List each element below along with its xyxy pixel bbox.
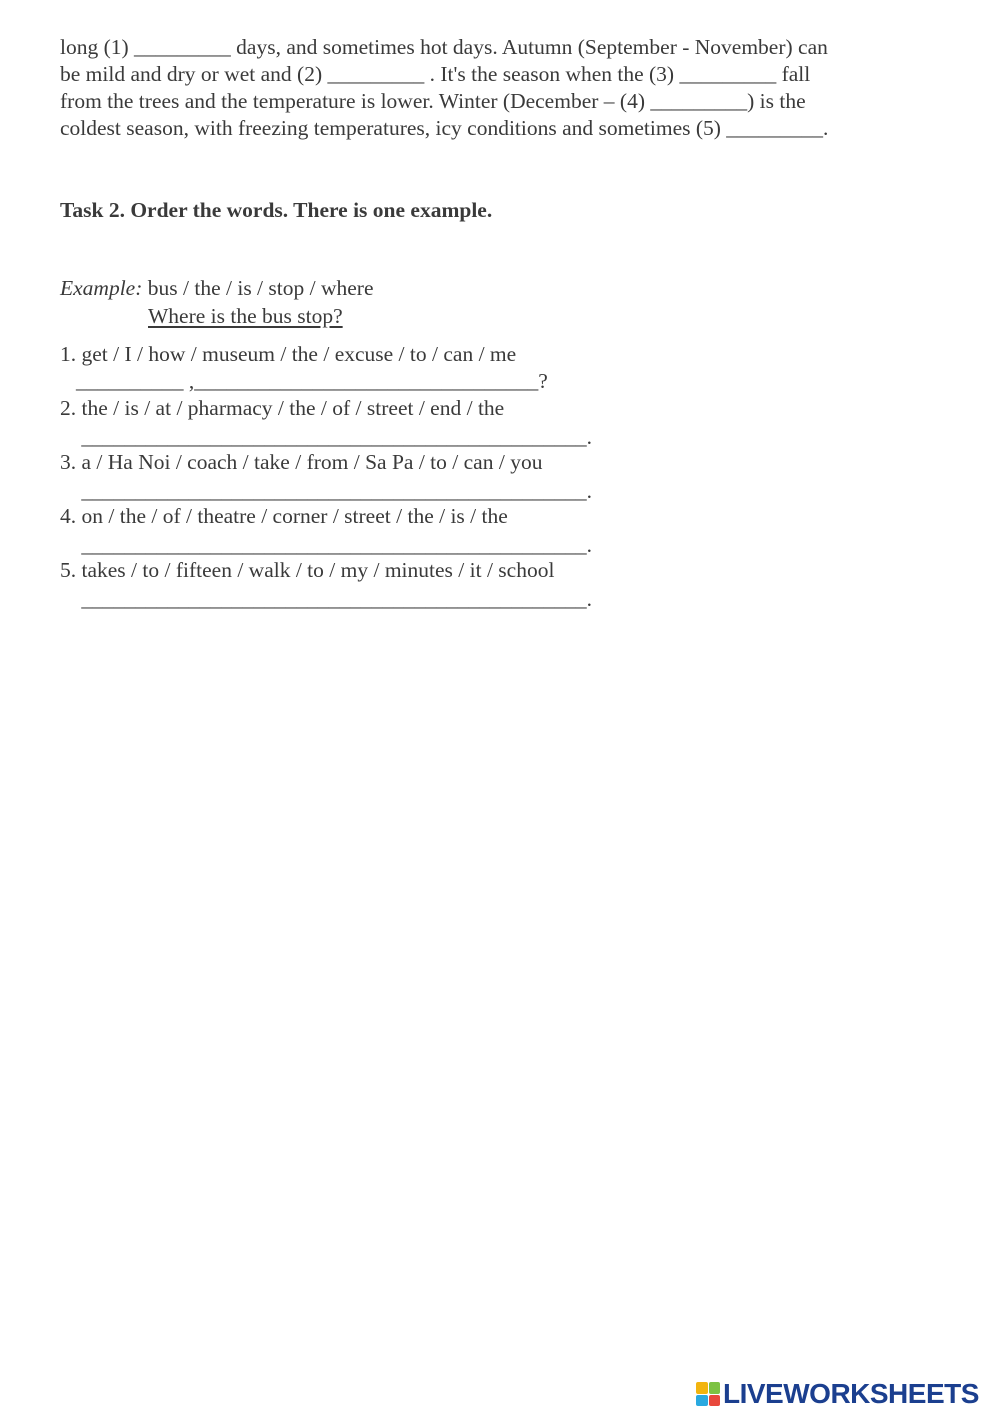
question-5-prompt: 5. takes / to / fifteen / walk / to / my / minutes / it / school [60, 558, 555, 582]
liveworksheets-logo[interactable] [696, 1378, 979, 1410]
paragraph-line: be mild and dry or wet and (2) _________ . It's the season when the (3) _________ fall [60, 62, 811, 86]
question-5-answer-blank[interactable]: _______________________________________________. [76, 587, 592, 611]
logo-mark-cell [709, 1395, 721, 1407]
question-2-prompt: 2. the / is / at / pharmacy / the / of / street / end / the [60, 396, 505, 420]
logo-mark-cell [696, 1382, 708, 1394]
question-2-answer-blank[interactable]: _______________________________________________. [76, 425, 592, 449]
example-answer: Where is the bus stop? [148, 304, 343, 328]
paragraph-line: coldest season, with freezing temperatures, icy conditions and sometimes (5) _________. [60, 116, 829, 140]
question-4-prompt: 4. on / the / of / theatre / corner / street / the / is / the [60, 504, 508, 528]
logo-mark-icon [696, 1382, 720, 1406]
reading-paragraph [60, 34, 960, 142]
question-1-prompt: 1. get / I / how / museum / the / excuse / to / can / me [60, 342, 517, 366]
example-label: Example: [60, 276, 143, 300]
paragraph-line: long (1) _________ days, and sometimes hot days. Autumn (September - November) can [60, 35, 828, 59]
question-3-answer-blank[interactable]: _______________________________________________. [76, 479, 592, 503]
task-2-title: Task 2. Order the words. There is one example. [60, 198, 493, 222]
question-4-answer-blank[interactable]: _______________________________________________. [76, 533, 592, 557]
logo-mark-cell [696, 1395, 708, 1407]
question-3-prompt: 3. a / Ha Noi / coach / take / from / Sa Pa / to / can / you [60, 450, 543, 474]
paragraph-line: from the trees and the temperature is lower. Winter (December – (4) _________) is the [60, 89, 806, 113]
logo-mark-cell [709, 1382, 721, 1394]
question-1-answer-blank[interactable]: __________ ,________________________________? [76, 369, 548, 393]
example-words: bus / the / is / stop / where [142, 276, 374, 300]
example-prompt [60, 275, 374, 302]
logo-text: LIVEWORKSHEETS [723, 1378, 979, 1409]
